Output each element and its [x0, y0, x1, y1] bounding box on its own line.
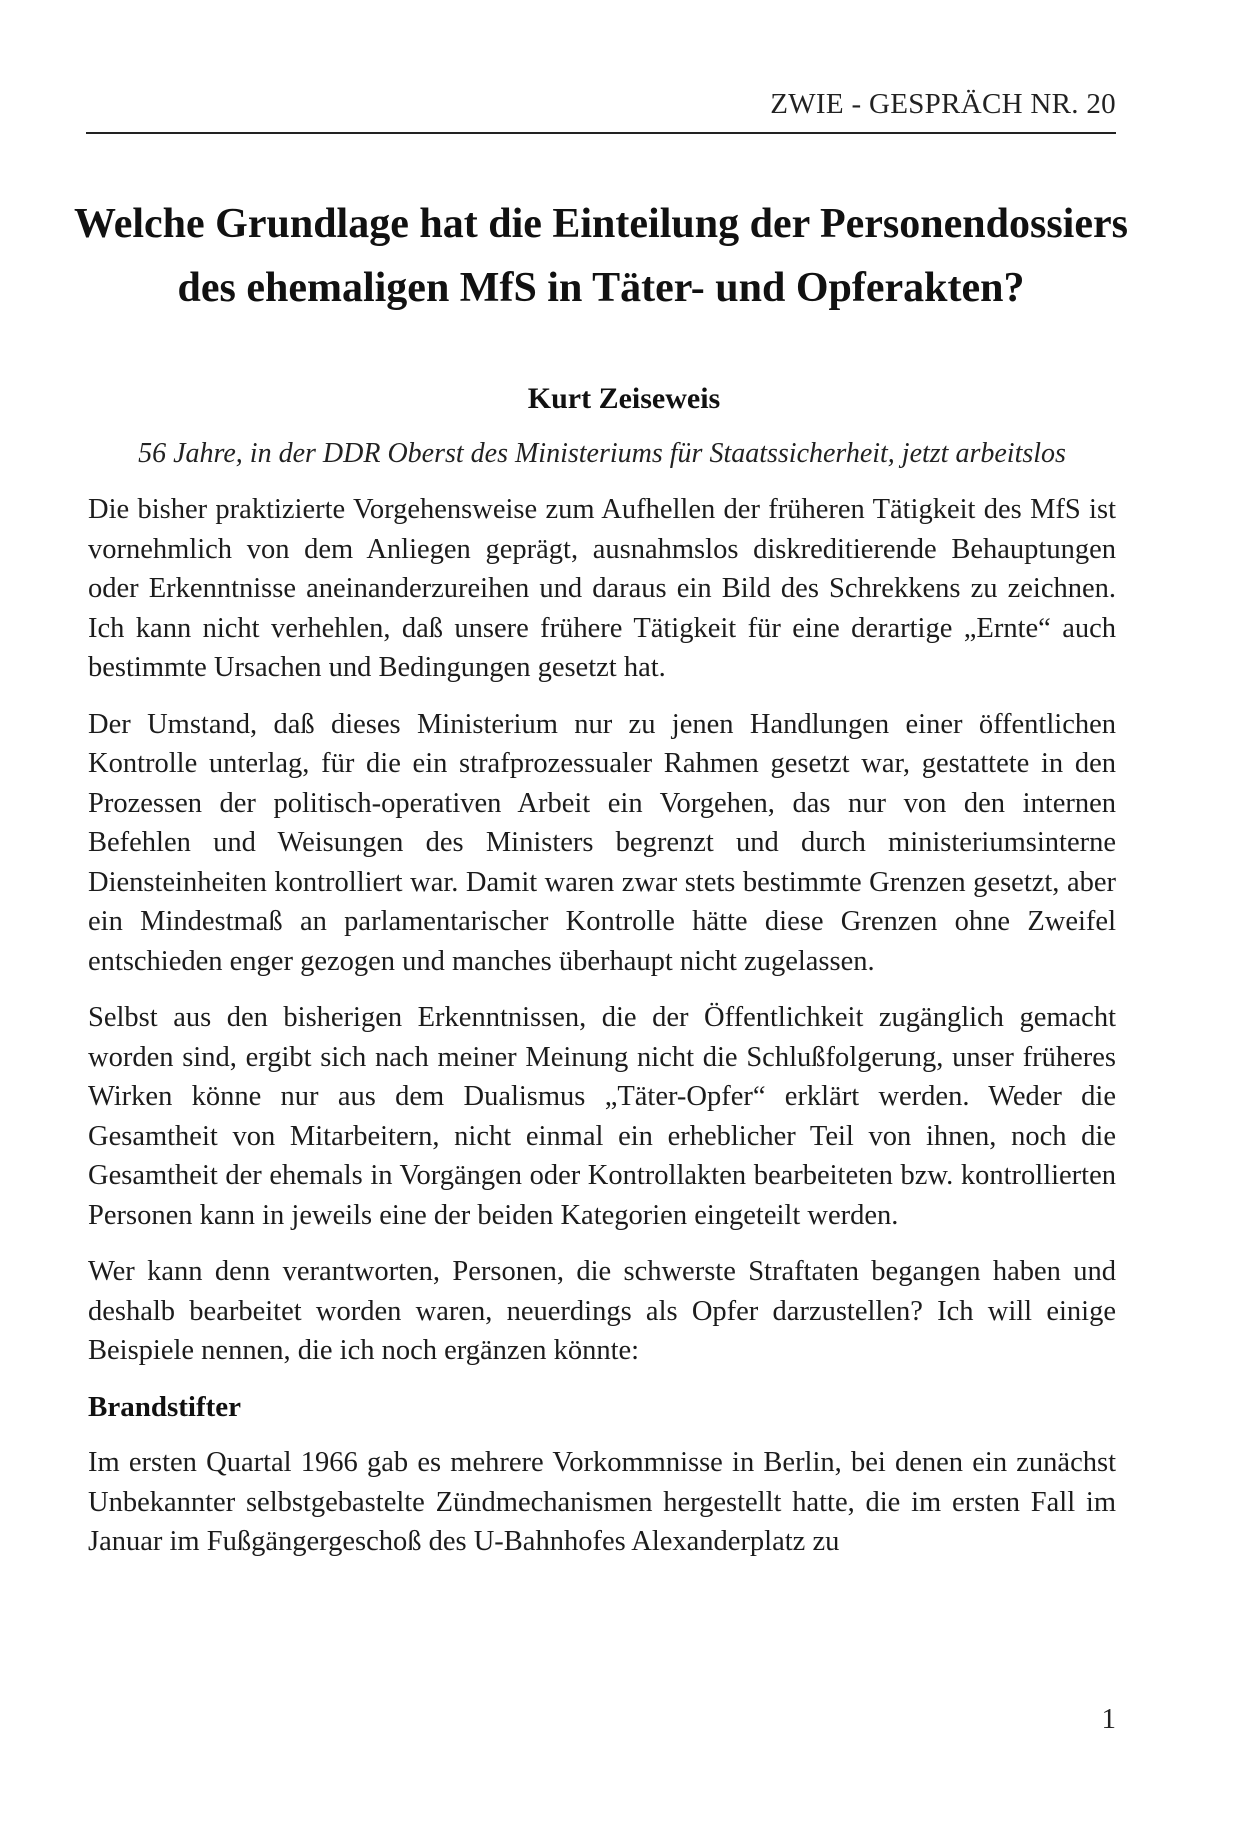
header-rule: [86, 132, 1116, 134]
article-title-line-1: Welche Grundlage hat die Einteilung der Personendossiers: [74, 201, 1128, 247]
author-bio: 56 Jahre, in der DDR Oberst des Ministeriums für Staatssicherheit, jetzt arbeitslos: [138, 438, 1066, 469]
article-body: [88, 490, 1116, 1579]
article-title: [70, 192, 1132, 320]
author-name: Kurt Zeiseweis: [527, 382, 721, 415]
paragraph-1: Die bisher praktizierte Vorgehensweise zum Aufhellen der früheren Tätigkeit des MfS ist vornehmlich von dem Anliegen geprägt, ausnahmslos diskreditierende Behauptungen oder Erkenntnisse aneinanderzureihen und daraus ein Bild des Schrekkens zu zeichnen. Ich kann nicht verhehlen, daß unsere frühere Tätigkeit für eine derartige „Ernte“ auch bestimmte Ursachen und Bedingungen gesetzt hat.: [88, 494, 1116, 683]
article-title-line-2: des ehemaligen MfS in Täter- und Opferakten?: [177, 265, 1025, 311]
section-heading: Brandstifter: [88, 1390, 242, 1423]
paragraph-2: Der Umstand, daß dieses Ministerium nur zu jenen Handlungen einer öffentlichen Kontrolle unterlag, für die ein strafprozessualer Rahmen gesetzt war, gestattete in den Prozessen der politisch-operativen Arbeit ein Vorgehen, das nur von den internen Befehlen und Weisungen des Ministers begrenzt und durch ministeriumsinterne Diensteinheiten kontrolliert war. Damit waren zwar stets bestimmte Grenzen gesetzt, aber ein Mindestmaß an parlamentarischer Kontrolle hätte diese Grenzen ohne Zweifel entschieden enger gezogen und manches überhaupt nicht zugelassen.: [88, 708, 1116, 977]
paragraph-3: Selbst aus den bisherigen Erkenntnissen, die der Öffentlichkeit zugänglich gemacht worden sind, ergibt sich nach meiner Meinung nicht die Schlußfolgerung, unser früheres Wirken könne nur aus dem Dualismus „Täter-Opfer“ erklärt werden. Weder die Gesamtheit von Mitarbeitern, nicht einmal ein erheblicher Teil von ihnen, noch die Gesamtheit der ehemals in Vorgängen oder Kontrollakten bearbeiteten bzw. kontrollierten Personen kann in jeweils eine der beiden Kategorien eingeteilt werden.: [88, 1002, 1116, 1231]
page-number: 1: [1101, 1703, 1116, 1735]
running-header: ZWIE - GESPRÄCH NR. 20: [770, 88, 1116, 120]
paragraph-5: Im ersten Quartal 1966 gab es mehrere Vorkommnisse in Berlin, bei denen ein zunächst Unbekannter selbstgebastelte Zündmechanismen hergestellt hatte, die im ersten Fall im Januar im Fußgängergeschoß des U-Bahnhofes Alexanderplatz zu: [88, 1447, 1116, 1557]
paragraph-4: Wer kann denn verantworten, Personen, die schwerste Straftaten begangen haben und deshalb bearbeitet worden waren, neuerdings als Opfer darzustellen? Ich will einige Beispiele nennen, die ich noch ergänzen könnte:: [88, 1256, 1116, 1366]
